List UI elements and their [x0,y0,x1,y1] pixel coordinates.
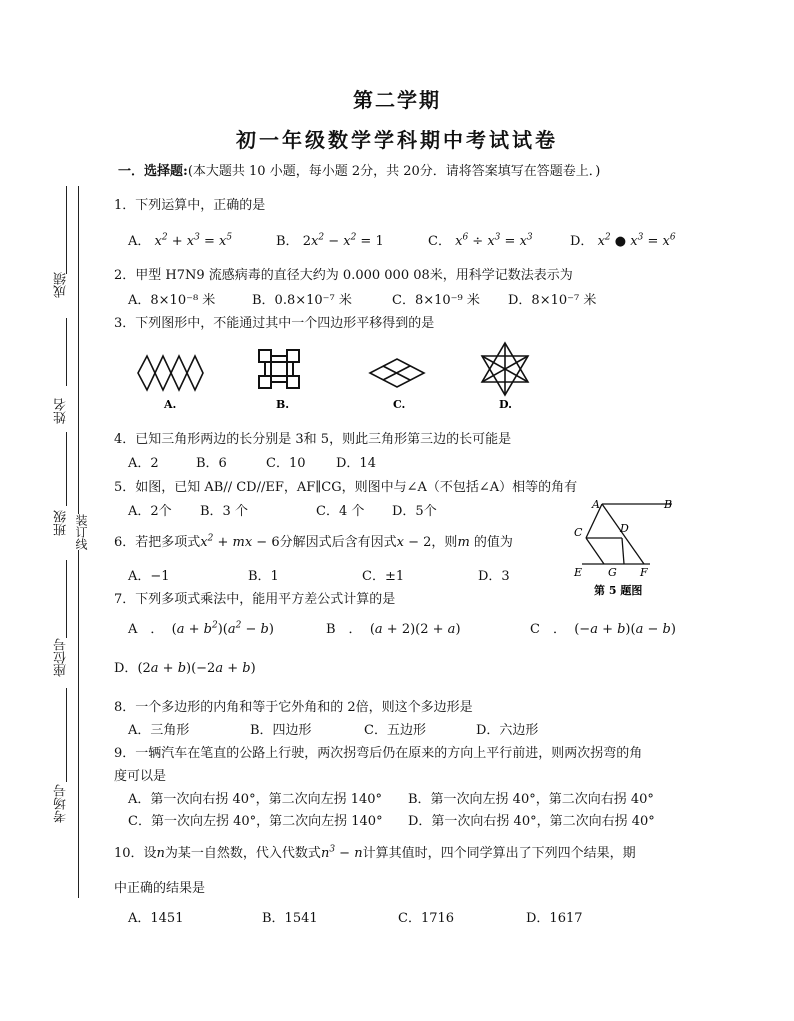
q2-option-c: C．8×10⁻⁹ 米 [392,293,480,308]
q9-stem-line1: 9．一辆汽车在笔直的公路上行驶，两次拐弯后仍在原来的方向上平行前进，则两次拐弯的角 [114,746,643,761]
q3-stem: 3．下列图形中，不能通过其中一个四边形平移得到的是 [114,316,435,331]
q1-option-a: A． $x^2 + x^3 = x^5$ [128,232,233,249]
q10-option-d: D．1617 [526,911,583,926]
q1-option-c: C． $x^6 \div x^3 = x^3$ [428,232,533,249]
q9-option-c: C．第一次向左拐 40°，第二次向左拐 140° [128,814,383,829]
q5-point-b: B [664,498,673,511]
q1-stem: 1．下列运算中，正确的是 [114,198,266,213]
q9-option-d: D．第一次向右拐 40°，第二次向右拐 40° [408,814,655,829]
q6-option-d: D．3 [478,569,510,584]
q5-point-d: D [620,522,629,535]
q7-option-c: C ． (−a + b)(a − b) [530,622,676,637]
exam-title: 初一年级数学学科期中考试试卷 [236,128,558,152]
q10-stem-line2: 中正确的结果是 [114,881,206,896]
q4-option-d: D．14 [336,456,376,471]
q10-option-b: B．1541 [262,911,318,926]
q5-point-a: A [592,498,600,511]
q4-option-a: A．2 [128,456,159,471]
q3-figure-c [370,359,424,387]
q8-option-d: D．六边形 [476,723,539,738]
q2-option-b: B．0.8×10⁻⁷ 米 [252,293,352,308]
q5-point-f: F [640,566,648,579]
field-seat-label: 座位号 [54,638,69,677]
q5-option-b: B．3 个 [200,504,248,519]
q8-option-c: C．五边形 [364,723,426,738]
q1-option-b: B． $2x^2 - x^2 = 1$ [276,232,384,249]
q6-stem: 6．若把多项式$x^2$ + mx − 6分解因式后含有因式x − 2，则m 的值为 [114,533,513,550]
q2-option-a: A．8×10⁻⁸ 米 [128,293,216,308]
q7-option-d: D．(2a + b)(−2a + b) [114,661,256,676]
q2-option-d: D．8×10⁻⁷ 米 [508,293,597,308]
q7-stem: 7．下列多项式乘法中，能用平方差公式计算的是 [114,592,396,607]
section-instructions: (本大题共 10 小题，每小题 2分，共 20分．请将答案填写在答题卷上．) [187,164,601,179]
q7-option-b: B ． (a + 2)(2 + a) [326,622,461,637]
q3-figure-d [482,343,528,395]
q9-option-a: A．第一次向右拐 40°，第二次向左拐 140° [128,792,383,807]
field-class-label: 班级 [54,510,69,536]
q9-stem-line2: 度可以是 [114,769,167,784]
q1-option-d: D． $x^2$ ● $x^3 = x^6$ [570,232,676,249]
q4-stem: 4．已知三角形两边的长分别是 3和 5，则此三角形第三边的长可能是 [114,432,512,447]
q3-label-b: B. [276,398,290,411]
q9-option-b: B．第一次向左拐 40°，第二次向右拐 40° [408,792,654,807]
q10-option-c: C．1716 [398,911,455,926]
q10-stem-line1: 10．设n为某一自然数，代入代数式$n^3 - n$计算其值时，四个同学算出了下列四个结果，期 [114,844,636,861]
q3-label-c: C. [393,398,406,411]
q5-figure-caption: 第 5 题图 [594,584,643,597]
q2-stem: 2．甲型 H7N9 流感病毒的直径大约为 0.000 000 08米，用科学记数法表示为 [114,268,573,283]
q8-option-b: B．四边形 [250,723,312,738]
term-title: 第二学期 [353,88,441,112]
field-room-label: 考场号 [54,784,69,823]
q5-point-c: C [574,526,583,539]
q3-label-d: D. [499,398,512,411]
q7-option-a: A ． $(a + b^2)(a^2 - b)$ [128,620,274,637]
q5-point-g: G [608,566,617,579]
q5-stem: 5．如图，已知 AB// CD//EF，AF∥CG，则图中与∠A（不包括∠A）相等的角有 [114,480,578,495]
q6-option-c: C．±1 [362,569,405,584]
q5-option-a: A．2个 [128,504,172,519]
field-name-label: 姓名 [54,398,69,424]
q5-point-e: E [574,566,583,579]
q5-figure [560,494,690,602]
field-score-label: 成绩 [54,272,69,298]
binding-line-label: 装订线 [74,514,88,550]
q8-stem: 8．一个多边形的内角和等于它外角和的 2倍，则这个多边形是 [114,700,473,715]
section-label: 一．选择题: [118,164,188,179]
q5-option-d: D．5个 [392,504,437,519]
q6-option-a: A．−1 [128,569,170,584]
q3-figure-b [259,350,299,388]
q5-option-c: C．4 个 [316,504,365,519]
q3-label-a: A. [164,398,177,411]
q10-option-a: A．1451 [128,911,184,926]
q8-option-a: A．三角形 [128,723,190,738]
q4-option-c: C．10 [266,456,306,471]
q3-figure-a [138,356,203,390]
q6-option-b: B．1 [248,569,279,584]
q4-option-b: B．6 [196,456,227,471]
